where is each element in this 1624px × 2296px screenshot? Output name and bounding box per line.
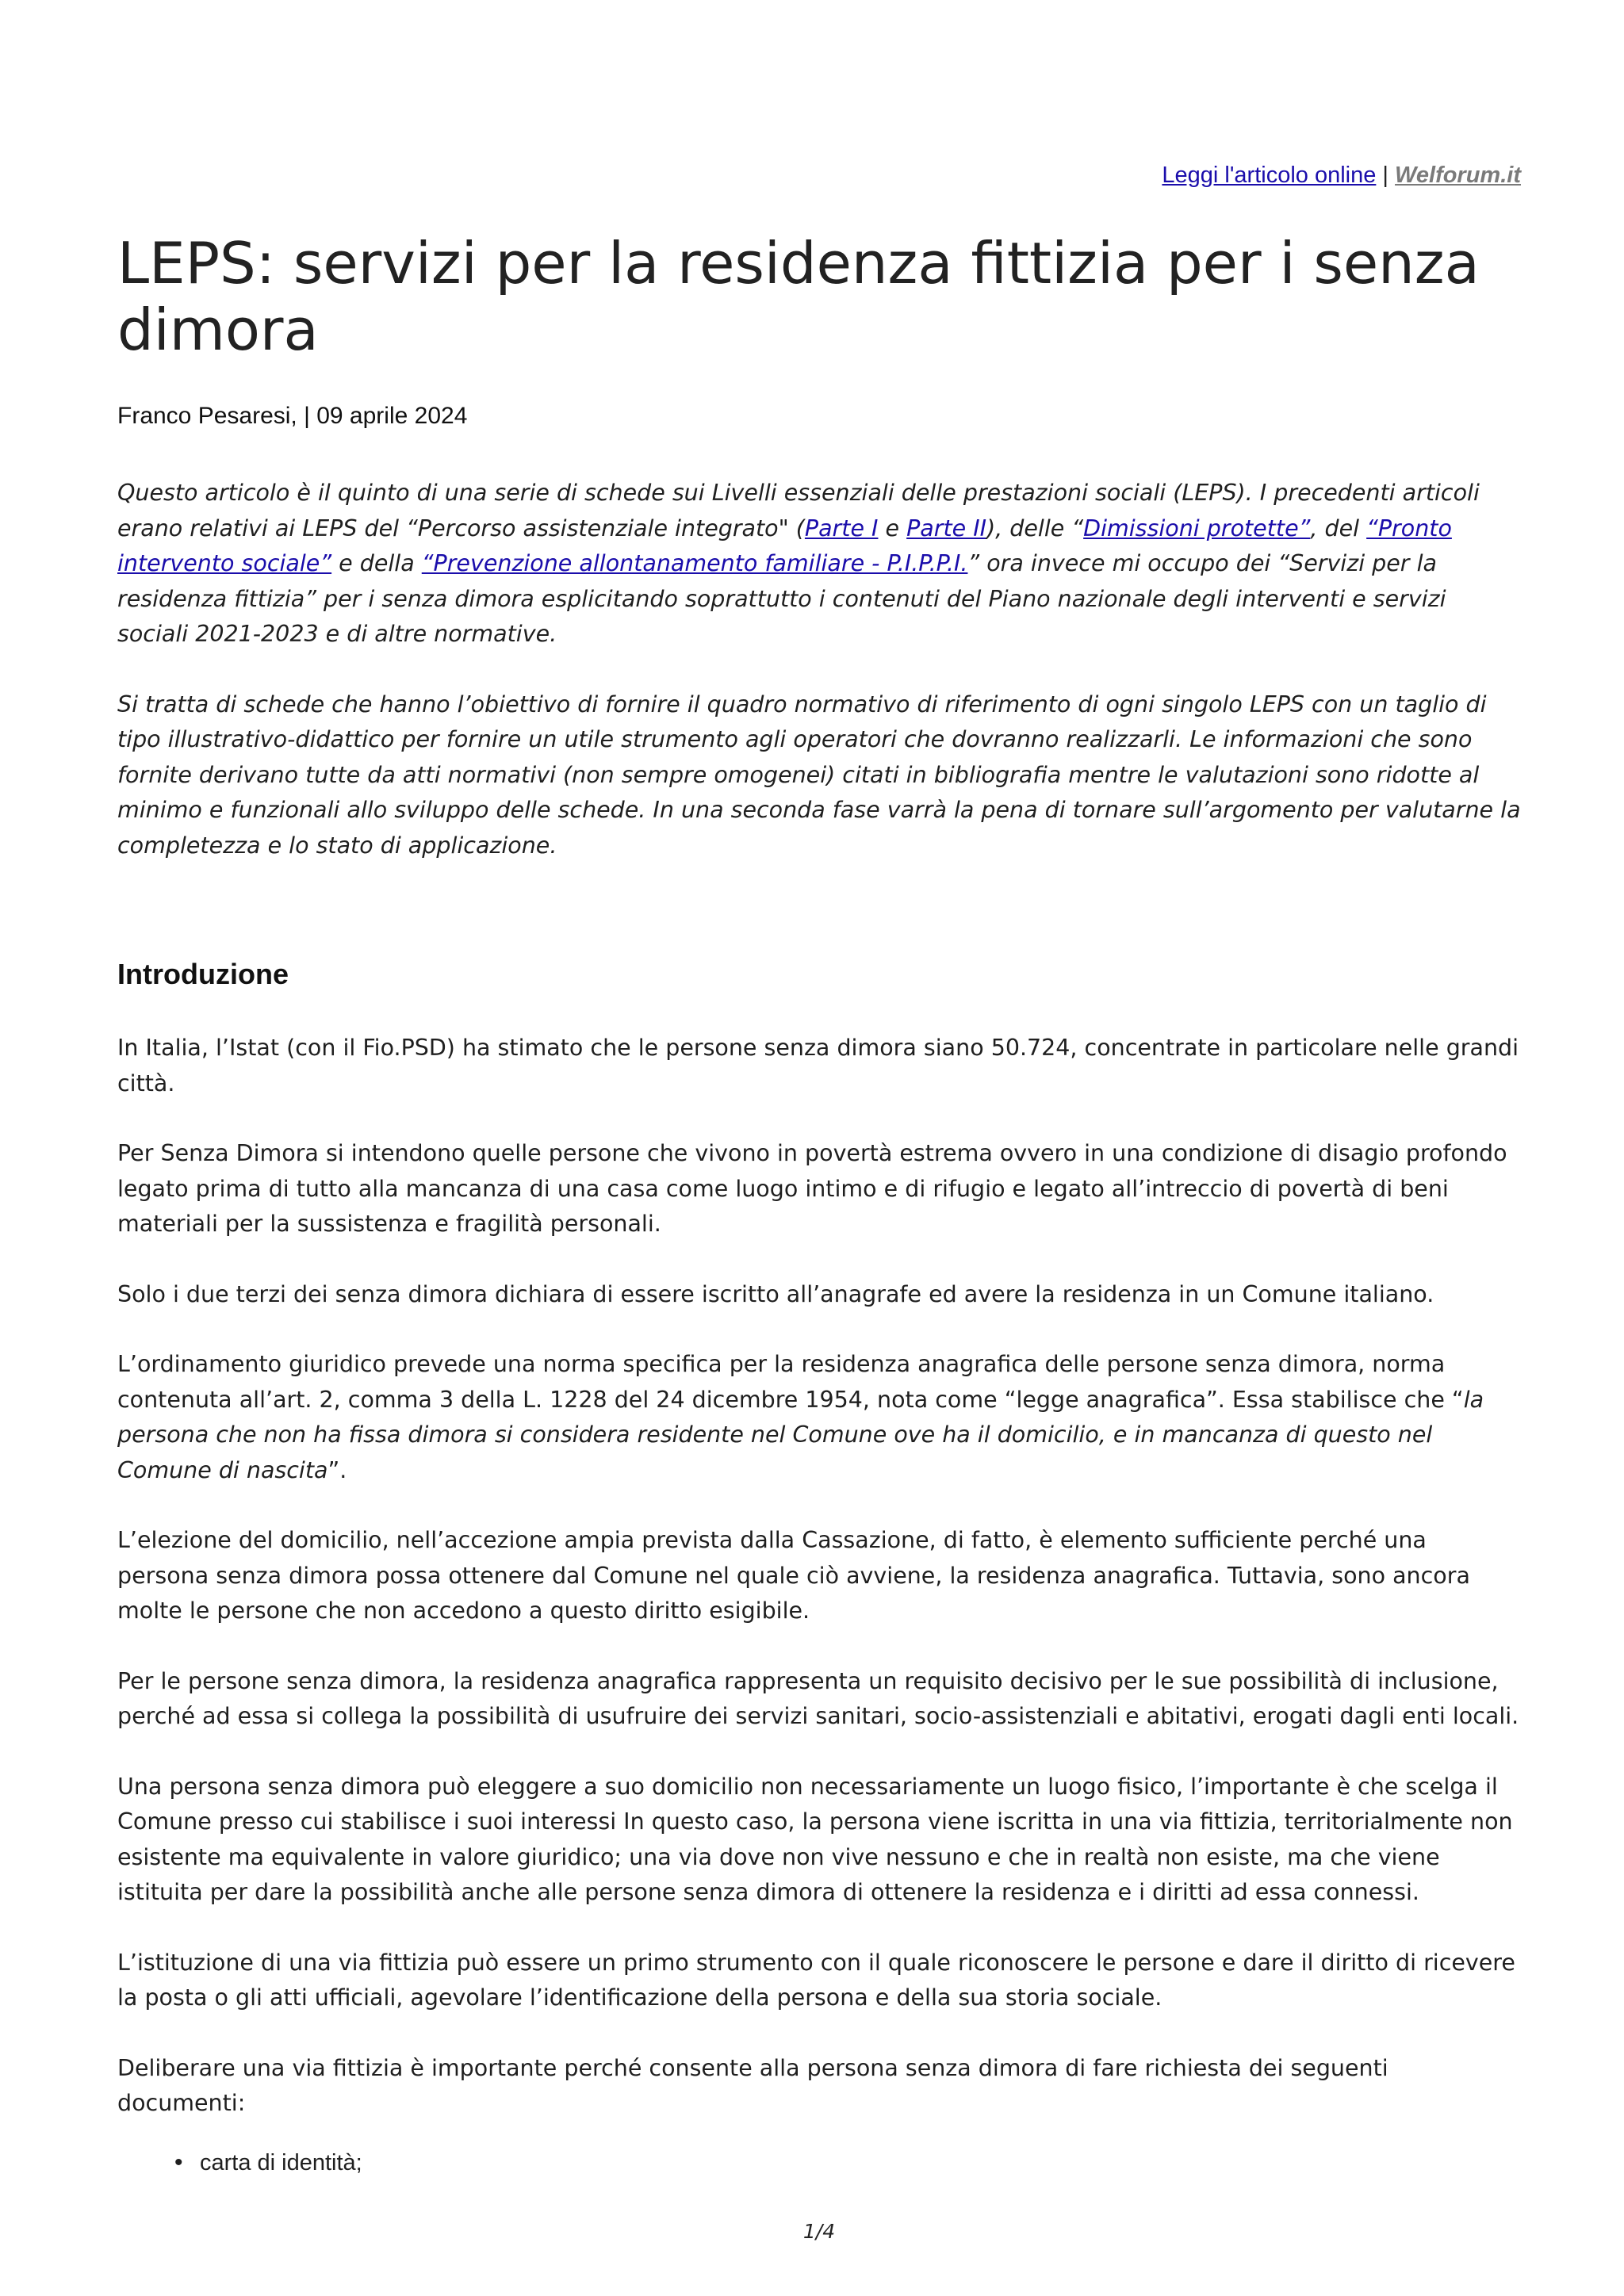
documents-list (117, 2145, 1521, 2180)
header-links (1162, 163, 1521, 189)
read-online-link[interactable]: Leggi l'articolo online (1162, 163, 1377, 188)
body-paragraph-5: L’elezione del domicilio, nell’accezione ampia prevista dalla Cassazione, di fatto, è elemento sufficiente perché una persona senza dimora possa ottenere dal Comune nel quale ciò avviene, la residenza anagrafica. Tuttavia, sono ancora molte le persone che non accedono a questo diritto esigibile. (117, 1527, 1470, 1624)
body-paragraph-1: In Italia, l’Istat (con il Fio.PSD) ha stimato che le persone senza dimora siano 50.724, concentrate in particolare nelle grandi città. (117, 1035, 1519, 1096)
article-body (117, 1031, 1521, 2180)
header-separator: | (1382, 163, 1388, 188)
link-parte-2[interactable]: Parte II (906, 515, 987, 541)
link-pronto-intervento[interactable]: “Pronto intervento sociale” (117, 515, 1452, 576)
body-paragraph-9: Deliberare una via fittizia è importante perché consente alla persona senza dimora di fare richiesta dei seguenti documenti: (117, 2054, 1388, 2116)
link-pippi[interactable]: “Prevenzione allontanamento familiare - P.I.P.P.I. (421, 550, 968, 576)
intro-paragraph-2: Si tratta di schede che hanno l’obiettivo di fornire il quadro normativo di riferimento di ogni singolo LEPS con un taglio di tipo illustrativo-didattico per fornire un utile strumento agli operatori che dovranno realizzarli. Le informazioni che sono fornite derivano tutte da atti normativi (non sempre omogenei) citati in bibliografia mentre le valutazioni sono ridotte al minimo e funzionali allo sviluppo delle schede. In una seconda fase varrà la pena di tornare sull’argomento per valutarne la completezza e lo stato di applicazione. (117, 691, 1521, 859)
body-paragraph-3: Solo i due terzi dei senza dimora dichiara di essere iscritto all’anagrafe ed avere la residenza in un Comune italiano. (117, 1280, 1434, 1307)
intro-text: e (878, 515, 907, 541)
intro-text: , del (1310, 515, 1367, 541)
intro-text: ), delle “ (986, 515, 1084, 541)
body-text: L’ordinamento giuridico prevede una norma specifica per la residenza anagrafica delle persone senza dimora, norma contenuta all’art. 2, comma 3 della L. 1228 del 24 dicembre 1954, nota come “legge anagrafica”. Essa stabilisce che “ (117, 1351, 1464, 1413)
intro-text: Questo articolo è il quinto di una serie di schede sui Livelli essenziali delle prestazioni sociali (LEPS). I precedenti articoli erano relativi ai LEPS del “Percorso assistenziale integrato" ( (117, 480, 1480, 541)
link-parte-1[interactable]: Parte I (804, 515, 879, 541)
body-paragraph-4 (117, 1347, 1521, 1488)
link-dimissioni-protette[interactable]: Dimissioni protette” (1083, 515, 1311, 541)
article-title: LEPS: servizi per la residenza fittizia per i senza dimora (117, 230, 1480, 363)
intro-paragraph-1 (117, 476, 1521, 652)
intro-text: ” ora invece mi occupo dei “Servizi per la residenza fittizia” per i senza dimora esplicitando soprattutto i contenuti del Piano nazionale degli interventi e servizi sociali 2021-2023 e di altre normative. (117, 550, 1446, 647)
brand-link[interactable]: Welforum.it (1395, 163, 1521, 188)
body-paragraph-2: Per Senza Dimora si intendono quelle persone che vivono in povertà estrema ovvero in una condizione di disagio profondo legato prima di tutto alla mancanza di una casa come luogo intimo e di rifugio e legato all’intreccio di povertà di beni materiali per la sussistenza e fragilità personali. (117, 1140, 1507, 1237)
intro-section (117, 476, 1521, 898)
body-paragraph-8: L’istituzione di una via fittizia può essere un primo strumento con il quale riconoscere le persone e dare il diritto di ricevere la posta o gli atti ufficiali, agevolare l’identificazione della persona e della sua storia sociale. (117, 1949, 1515, 2011)
body-text: ”. (327, 1456, 347, 1483)
intro-text: e della (331, 550, 422, 576)
law-quote: la persona che non ha fissa dimora si considera residente nel Comune ove ha il domicilio, e in mancanza di questo nel Comune di nascita (117, 1386, 1484, 1483)
body-paragraph-6: Per le persone senza dimora, la residenza anagrafica rappresenta un requisito decisivo per le sue possibilità di inclusione, perché ad essa si collega la possibilità di usufruire dei servizi sanitari, socio-assistenziali e abitativi, erogati dagli enti locali. (117, 1667, 1519, 1729)
page-number: 1/4 (802, 2220, 836, 2243)
section-heading: Introduzione (117, 958, 289, 990)
body-paragraph-7: Una persona senza dimora può eleggere a suo domicilio non necessariamente un luogo fisico, l’importante è che scelga il Comune presso cui stabilisce i suoi interessi In questo caso, la persona viene iscritta in una via fittizia, territorialmente non esistente ma equivalente in valore giuridico; una via dove non vive nessuno e che in realtà non esiste, ma che viene istituita per dare la possibilità anche alle persone senza dimora di ottenere la residenza e i diritti ad essa connessi. (117, 1773, 1513, 1905)
byline: Franco Pesaresi, | 09 aprile 2024 (117, 403, 468, 429)
list-item: • carta di identità; (200, 2145, 1521, 2180)
